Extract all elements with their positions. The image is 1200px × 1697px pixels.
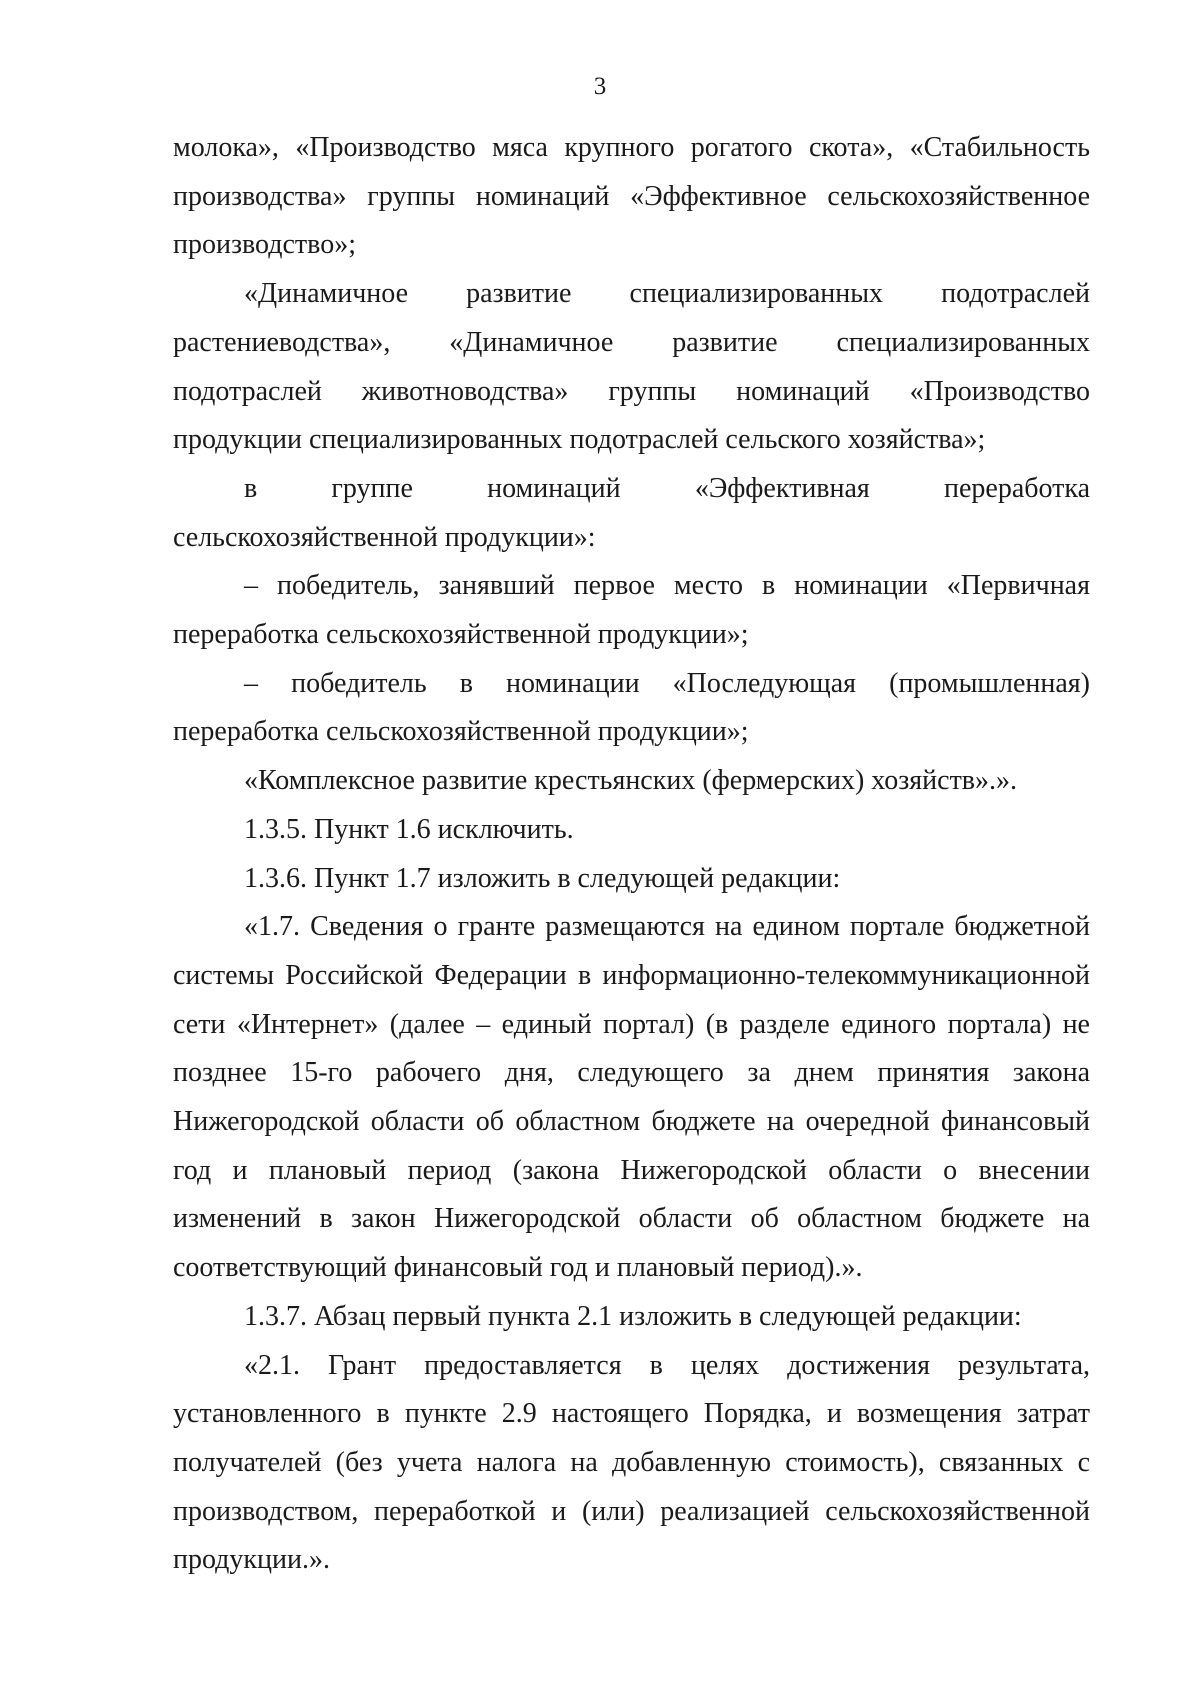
- paragraph-nominations-continuation: молока», «Производство мяса крупного рогатого скота», «Стабильность производства» группы номинаций «Эффективное сельскохозяйственное производство»;: [173, 132, 1090, 261]
- document-body: [173, 124, 1090, 1585]
- paragraph-primary-processing-winner: – победитель, занявший первое место в номинации «Первичная переработка сельскохозяйственной продукции»;: [173, 570, 1090, 651]
- paragraph-2-1-grant-purpose: «2.1. Грант предоставляется в целях достижения результата, установленного в пункте 2.9 настоящего Порядка, и возмещения затрат получателей (без учета налога на добавленную стоимость), связанных с производством, переработкой и (или) реализацией сельскохозяйственной продукции.».: [173, 1349, 1090, 1576]
- paragraph-1-7-grant-info: «1.7. Сведения о гранте размещаются на едином портале бюджетной системы Российской Федерации в информационно-телекоммуникационной сети «Интернет» (далее – единый портал) (в разделе единого портала) не позднее 15-го рабочего дня, следующего за днем принятия закона Нижегородской области об областном бюджете на очередной финансовый год и плановый период (закона Нижегородской области о внесении изменений в закон Нижегородской области об областном бюджете на соответствующий финансовый год и плановый период).».: [173, 911, 1090, 1284]
- paragraph-1-3-6: 1.3.6. Пункт 1.7 изложить в следующей редакции:: [244, 862, 841, 894]
- paragraph-processing-group: в группе номинаций «Эффективная переработка сельскохозяйственной продукции»:: [173, 472, 1090, 553]
- page-number: 3: [593, 73, 607, 100]
- paragraph-dynamic-development: «Динамичное развитие специализированных подотраслей растениеводства», «Динамичное развитие специализированных подотраслей животноводства» группы номинаций «Производство продукции специализированных подотраслей сельского хозяйства»;: [173, 278, 1090, 456]
- paragraph-farm-development: «Комплексное развитие крестьянских (фермерских) хозяйств».».: [244, 765, 1018, 797]
- paragraph-1-3-5: 1.3.5. Пункт 1.6 исключить.: [244, 813, 574, 845]
- paragraph-subsequent-processing-winner: – победитель в номинации «Последующая (промышленная) переработка сельскохозяйственной продукции»;: [173, 667, 1090, 748]
- paragraph-1-3-7: 1.3.7. Абзац первый пункта 2.1 изложить в следующей редакции:: [244, 1300, 1022, 1332]
